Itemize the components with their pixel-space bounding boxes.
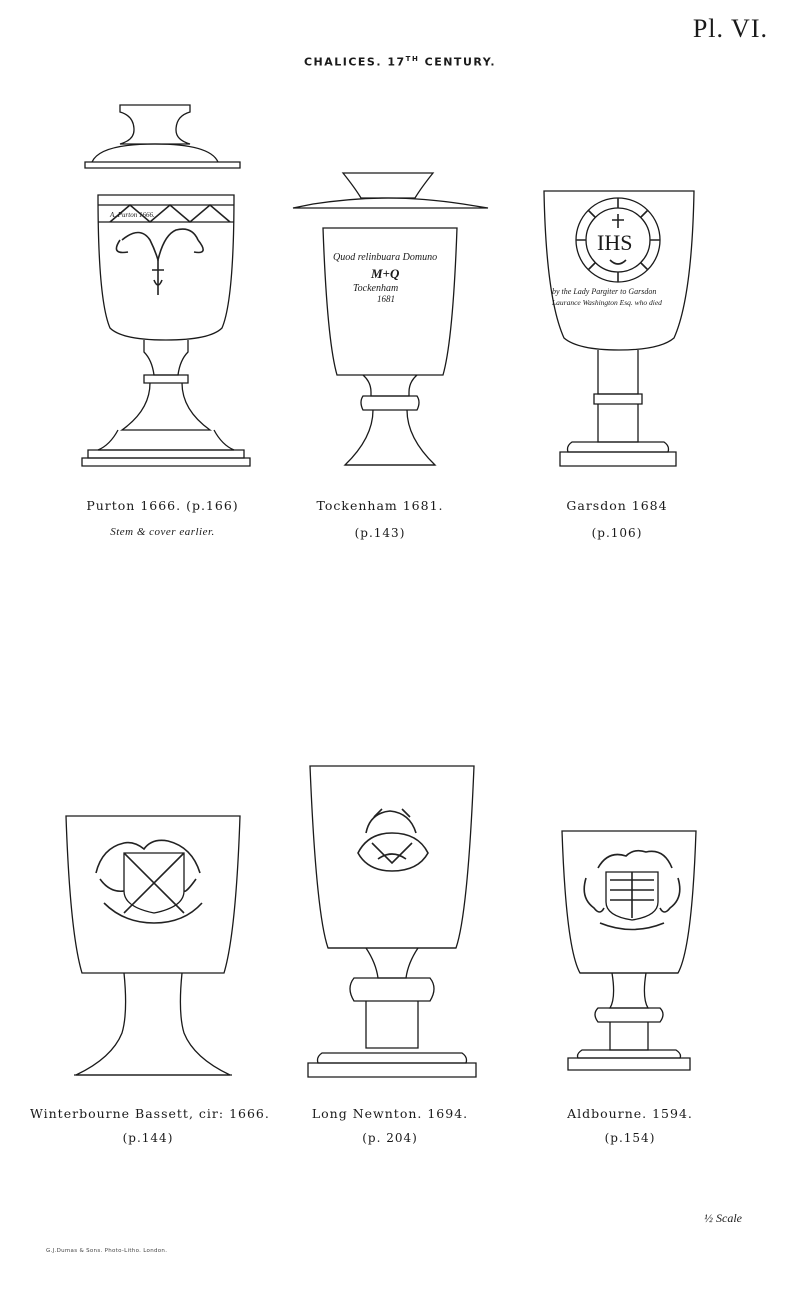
winterbourne-caption: Winterbourne Bassett, cir: 1666.	[30, 1106, 270, 1121]
garsdon-inscription-1: by the Lady Pargiter to Garsdon	[552, 287, 657, 296]
tockenham-inscription-3: Tockenham	[353, 283, 399, 294]
garsdon-page: (p.106)	[591, 526, 643, 540]
long-newnton-caption: Long Newnton. 1694.	[311, 1106, 469, 1121]
garsdon-inscription-2: Laurance Washington Esq. who died	[552, 298, 662, 307]
tockenham-caption: Tockenham 1681.	[316, 498, 444, 513]
plate-title-sup: TH	[405, 55, 420, 63]
plate-title-tail: CENTURY.	[419, 55, 497, 69]
scale-note: ½ Scale	[704, 1211, 742, 1225]
purton-note: Stem & cover earlier.	[110, 526, 215, 538]
purton-chalice-drawing	[80, 100, 250, 470]
plate-number: Pl. VI.	[692, 14, 768, 43]
winterbourne-page: (p.144)	[122, 1131, 174, 1145]
printer-imprint: G.J.Dumas & Sons. Photo-Litho. London.	[46, 1248, 168, 1254]
plate-title-main: CHALICES. 17	[303, 55, 406, 69]
tockenham-inscription-1: Quod relinbuara Domuno	[333, 252, 438, 263]
aldbourne-caption: Aldbourne. 1594.	[567, 1106, 693, 1121]
garsdon-monogram: IHS	[597, 230, 633, 255]
long-newnton-chalice-drawing	[308, 763, 476, 1079]
purton-inscription: A. Purton 1666.	[110, 211, 155, 219]
plate-title	[0, 55, 800, 69]
garsdon-caption: Garsdon 1684	[566, 498, 668, 513]
long-newnton-page: (p. 204)	[362, 1131, 418, 1145]
tockenham-chalice-drawing	[293, 170, 488, 470]
aldbourne-chalice-drawing	[560, 828, 698, 1072]
winterbourne-chalice-drawing	[64, 813, 242, 1079]
tockenham-inscription-4: 1681	[377, 294, 395, 304]
tockenham-inscription-2: M+Q	[371, 266, 400, 281]
garsdon-chalice-drawing	[542, 188, 697, 470]
aldbourne-page: (p.154)	[604, 1131, 656, 1145]
tockenham-page: (p.143)	[354, 526, 406, 540]
purton-caption: Purton 1666. (p.166)	[86, 498, 239, 513]
